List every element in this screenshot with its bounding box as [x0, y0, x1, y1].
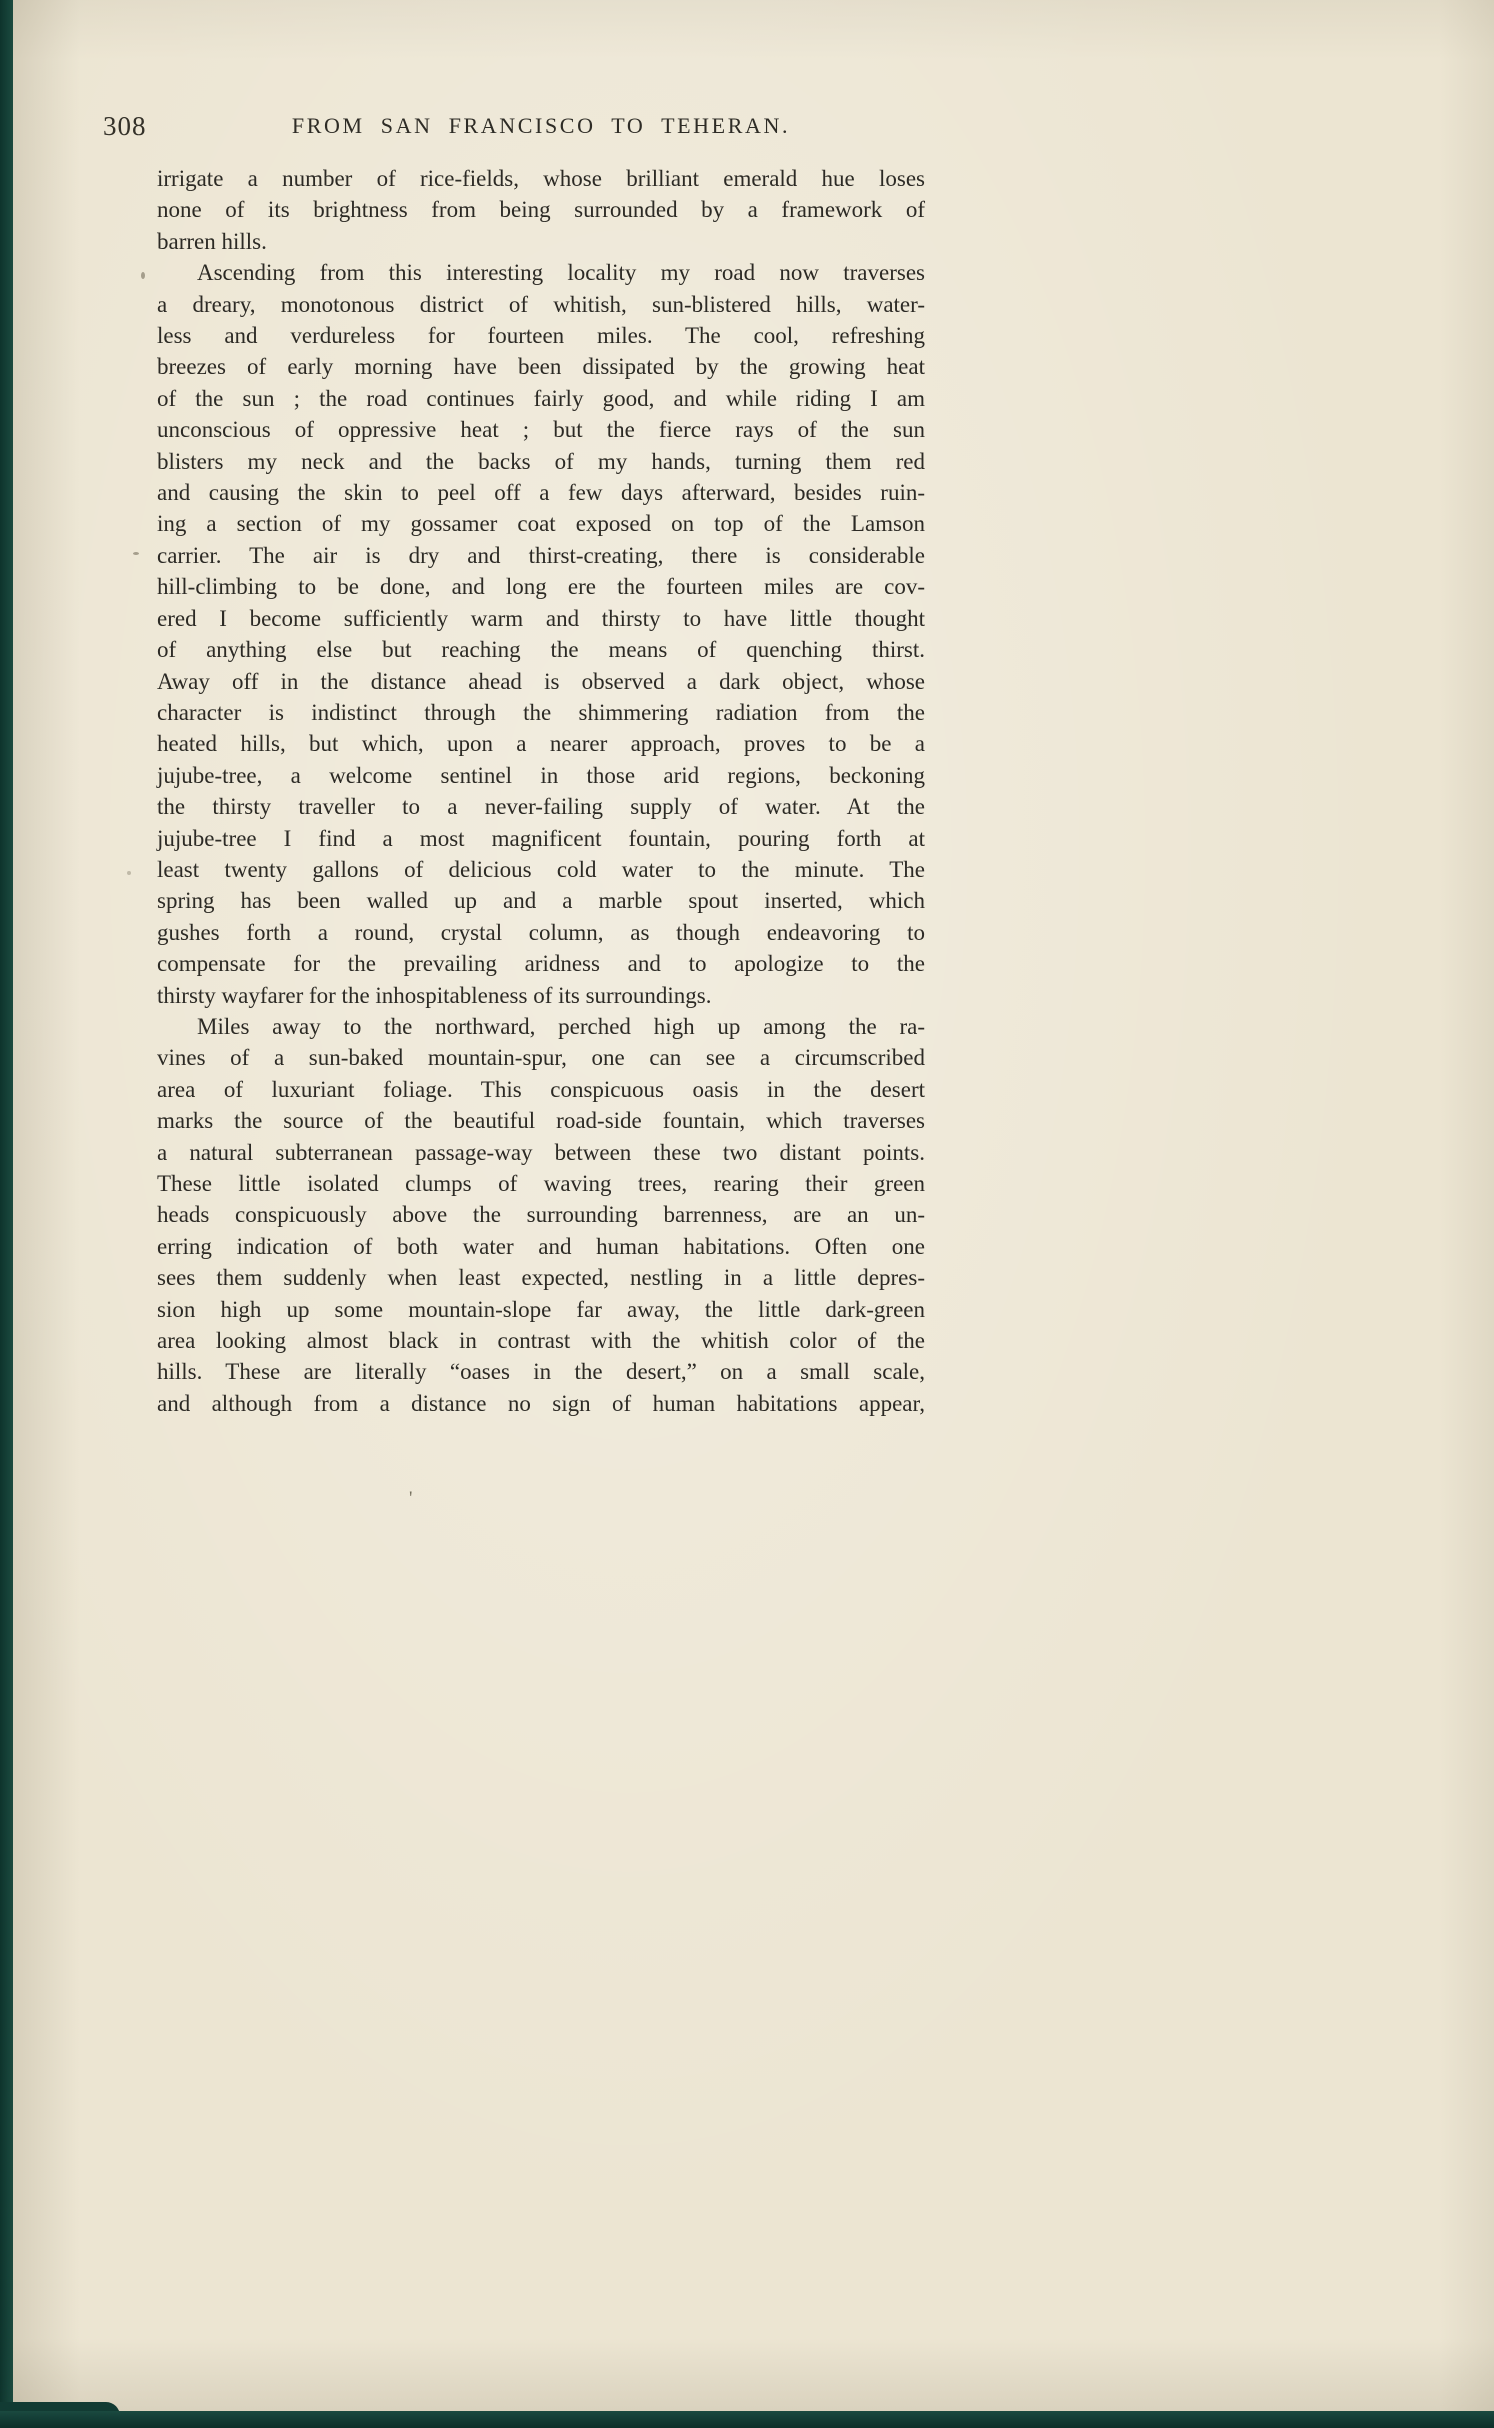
text-line: Ascending from this interesting locality my road now traverses [197, 260, 925, 286]
text-line: a dreary, monotonous district of whitish, sun-blistered hills, water- [157, 291, 925, 317]
text-line: sion high up some mountain-slope far away, the little dark-green [157, 1296, 925, 1322]
text-line: of anything else but reaching the means of quenching thirst. [157, 637, 925, 663]
text-line: sees them suddenly when least expected, nestling in a little depres- [157, 1265, 925, 1291]
text-line: none of its brightness from being surrounded by a framework of [157, 197, 925, 223]
text-line: erring indication of both water and human habitations. Often one [157, 1233, 925, 1259]
text-line: area of luxuriant foliage. This conspicuous oasis in the desert [157, 1076, 925, 1102]
text-line: heated hills, but which, upon a nearer approach, proves to be a [157, 731, 925, 757]
text-line: unconscious of oppressive heat ; but the fierce rays of the sun [157, 417, 925, 443]
text-line: less and verdureless for fourteen miles. The cool, refreshing [157, 323, 925, 349]
text-line: ered I become sufficiently warm and thirsty to have little thought [157, 605, 925, 631]
text-line: heads conspicuously above the surrounding barrenness, are an un- [157, 1202, 925, 1228]
scan-speck [133, 552, 139, 555]
text-line: These little isolated clumps of waving trees, rearing their green [157, 1171, 925, 1196]
text-line: breezes of early morning have been dissipated by the growing heat [157, 354, 925, 380]
text-line: area looking almost black in contrast with the whitish color of the [157, 1328, 925, 1354]
scan-artifact-mark: ' [409, 1488, 413, 1509]
text-line: gushes forth a round, crystal column, as though endeavoring to [157, 919, 925, 945]
text-line: irrigate a number of rice-fields, whose brilliant emerald hue loses [157, 166, 925, 191]
text-line: barren hills. [157, 228, 267, 254]
text-line: thirsty wayfarer for the inhospitableness of its surroundings. [157, 982, 712, 1008]
text-line: compensate for the prevailing aridness and to apologize to the [157, 951, 925, 977]
text-line: Miles away to the northward, perched high up among the ra- [197, 1013, 925, 1039]
text-line: vines of a sun-baked mountain-spur, one can see a circumscribed [157, 1045, 925, 1071]
text-line: of the sun ; the road continues fairly good, and while riding I am [157, 385, 925, 411]
text-line: ing a section of my gossamer coat exposed on top of the Lamson [157, 511, 925, 537]
text-line: blisters my neck and the backs of my hands, turning them red [157, 448, 925, 474]
page-text [157, 163, 925, 1419]
text-line: hills. These are literally “oases in the desert,” on a small scale, [157, 1359, 925, 1385]
page-header [103, 110, 925, 144]
text-line: Away off in the distance ahead is observed a dark object, whose [157, 668, 925, 694]
text-line: a natural subterranean passage-way between these two distant points. [157, 1139, 925, 1165]
text-line: character is indistinct through the shimmering radiation from the [157, 699, 925, 725]
text-line: least twenty gallons of delicious cold water to the minute. The [157, 856, 925, 882]
book-edge-bottom [0, 2411, 1494, 2428]
scan-speck [127, 871, 131, 875]
text-line: jujube-tree I find a most magnificent fountain, pouring forth at [157, 825, 925, 851]
scan-speck [141, 272, 145, 279]
running-title: FROM SAN FRANCISCO TO TEHERAN. [291, 113, 791, 138]
text-line: carrier. The air is dry and thirst-creating, there is considerable [157, 542, 925, 568]
page-number: 308 [103, 111, 147, 141]
text-line: the thirsty traveller to a never-failing supply of water. At the [157, 794, 925, 820]
book-edge-left [0, 0, 13, 2428]
text-line: and causing the skin to peel off a few days afterward, besides ruin- [157, 480, 925, 506]
text-line: jujube-tree, a welcome sentinel in those arid regions, beckoning [157, 762, 925, 788]
text-line: spring has been walled up and a marble spout inserted, which [157, 888, 925, 914]
text-line: marks the source of the beautiful road-side fountain, which traverses [157, 1108, 925, 1134]
text-line: hill-climbing to be done, and long ere the fourteen miles are cov- [157, 574, 925, 600]
text-line: and although from a distance no sign of human habitations appear, [157, 1390, 925, 1416]
